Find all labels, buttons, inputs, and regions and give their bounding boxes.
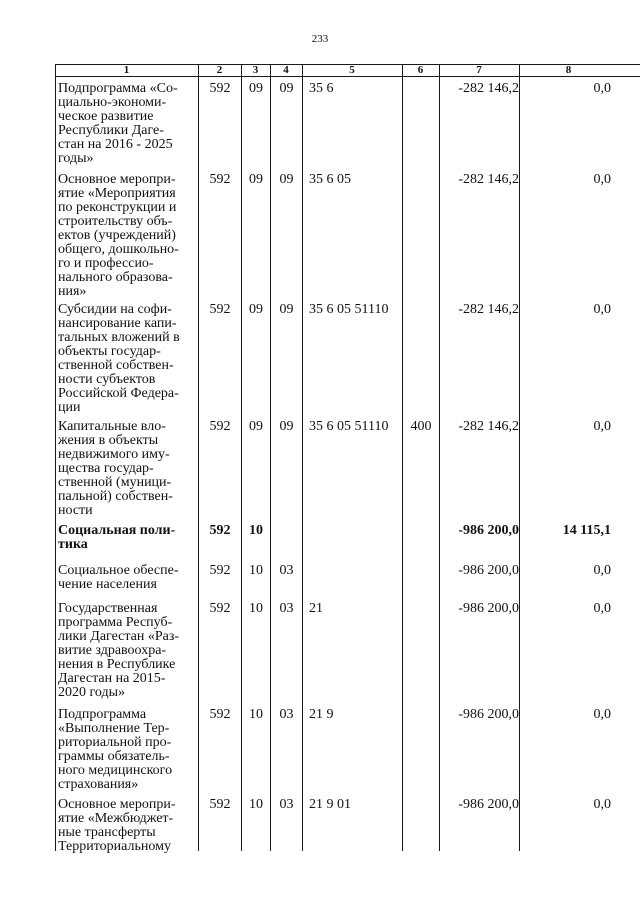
row-name-line: риториальной про- <box>58 735 172 750</box>
row-name-line: Социальная поли- <box>58 523 176 538</box>
row-name-line: циально-экономи- <box>58 95 167 110</box>
row-name-line: лики Дагестан «Раз- <box>58 629 180 644</box>
section-code: 09 <box>249 81 263 96</box>
target-article-code: 21 9 01 <box>309 797 351 812</box>
amount-col8: 0,0 <box>593 707 611 722</box>
column-header: 4 <box>283 64 289 76</box>
admin-code: 592 <box>209 797 231 812</box>
section-code: 10 <box>249 707 263 722</box>
subsection-code: 03 <box>279 563 294 578</box>
row-name-line: чение населения <box>58 577 157 592</box>
row-name-line: строительству объ- <box>58 214 173 229</box>
subsection-code: 03 <box>279 601 294 616</box>
row-name <box>58 303 204 415</box>
target-article-code: 35 6 05 51110 <box>309 302 389 317</box>
section-code: 10 <box>249 797 263 812</box>
row-name-line: щества государ- <box>58 461 154 476</box>
admin-code: 592 <box>209 563 231 578</box>
column-header: 6 <box>417 64 424 76</box>
row-name-line: ния» <box>58 284 87 299</box>
expense-type-code: 400 <box>410 419 432 434</box>
row-name-line: Социальное обеспе- <box>58 563 179 578</box>
row-name-line: Российской Федера- <box>58 386 179 401</box>
target-article-code: 35 6 <box>309 81 334 96</box>
row-name-line: недвижимого иму- <box>58 447 170 462</box>
amount-col8: 0,0 <box>593 563 611 578</box>
admin-code: 592 <box>209 707 231 722</box>
row-name-line: ственной собствен- <box>58 358 174 373</box>
admin-code: 592 <box>209 523 231 538</box>
subsection-code: 09 <box>279 172 294 187</box>
amount-col8: 0,0 <box>593 797 611 812</box>
amount-col8: 0,0 <box>593 302 611 317</box>
admin-code: 592 <box>209 302 231 317</box>
row-name-line: 2020 годы» <box>58 685 126 700</box>
amount-col8: 0,0 <box>593 172 611 187</box>
row-name-line: Подпрограмма «Со- <box>58 81 178 96</box>
row-name-line: пальной) собствен- <box>58 489 173 504</box>
row-name-line: страхования» <box>58 777 139 792</box>
subsection-code: 09 <box>279 81 294 96</box>
table-left-border <box>55 64 56 851</box>
row-name-line: объекты государ- <box>58 344 161 359</box>
row-name-line: общего, дошкольно- <box>58 242 179 257</box>
row-name-line: Республики Даге- <box>58 123 164 138</box>
column-header: 1 <box>123 64 130 76</box>
column-divider <box>302 64 303 851</box>
row-name-line: стан на 2016 - 2025 <box>58 137 173 152</box>
amount-col7: -282 146,2 <box>458 172 519 187</box>
amount-col7: -986 200,0 <box>458 601 519 616</box>
column-header: 3 <box>252 64 259 76</box>
target-article-code: 21 <box>309 601 323 616</box>
amount-col7: -282 146,2 <box>458 302 519 317</box>
row-name-line: тика <box>58 537 88 552</box>
row-name-line: Территориальному <box>58 839 171 854</box>
section-code: 10 <box>249 601 263 616</box>
row-name-line: ного медицинского <box>58 763 173 778</box>
row-name-line: ции <box>58 400 81 415</box>
row-name-line: программа Респуб- <box>58 615 173 630</box>
row-name-line: ектов (учреждений) <box>58 228 176 243</box>
row-name-line: Дагестан на 2015- <box>58 671 166 686</box>
row-name-line: ности субъектов <box>58 372 156 387</box>
row-name-line: «Выполнение Тер- <box>58 721 170 736</box>
row-name <box>58 564 204 592</box>
row-name-line: ности <box>58 503 93 518</box>
row-name <box>58 173 204 299</box>
row-name-line: витие здравоохра- <box>58 643 167 658</box>
row-name-line: годы» <box>58 151 94 166</box>
amount-col7: -282 146,2 <box>458 419 519 434</box>
row-name <box>58 602 204 700</box>
row-name-line: Основное меропри- <box>58 797 176 812</box>
row-name-line: ственной (муници- <box>58 475 172 490</box>
target-article-code: 35 6 05 51110 <box>309 419 389 434</box>
row-name <box>58 524 204 552</box>
section-code: 09 <box>249 419 263 434</box>
amount-col8: 0,0 <box>593 601 611 616</box>
row-name-line: Капитальные вло- <box>58 419 166 434</box>
row-name-line: нального образова- <box>58 270 173 285</box>
amount-col7: -986 200,0 <box>458 797 519 812</box>
admin-code: 592 <box>209 172 231 187</box>
amount-col8: 0,0 <box>593 419 611 434</box>
row-name-line: ятие «Мероприятия <box>58 186 176 201</box>
admin-code: 592 <box>209 419 231 434</box>
admin-code: 592 <box>209 601 231 616</box>
section-code: 10 <box>249 523 263 538</box>
subsection-code: 09 <box>279 419 294 434</box>
row-name-line: Подпрограмма <box>58 707 147 722</box>
row-name-line: тальных вложений в <box>58 330 180 345</box>
column-header: 5 <box>349 64 355 76</box>
row-name-line: нения в Республике <box>58 657 176 672</box>
target-article-code: 35 6 05 <box>309 172 351 187</box>
row-name <box>58 708 204 792</box>
column-header: 2 <box>216 64 223 76</box>
amount-col7: -986 200,0 <box>458 563 519 578</box>
row-name-line: ятие «Межбюджет- <box>58 811 174 826</box>
subsection-code: 09 <box>279 302 294 317</box>
row-name-line: го и профессио- <box>58 256 154 271</box>
row-name <box>58 82 204 166</box>
row-name-line: по реконструкции и <box>58 200 177 215</box>
amount-col8: 14 115,1 <box>562 523 611 538</box>
subsection-code: 03 <box>279 707 294 722</box>
section-code: 10 <box>249 563 263 578</box>
amount-col8: 0,0 <box>593 81 611 96</box>
amount-col7: -986 200,0 <box>458 523 519 538</box>
target-article-code: 21 9 <box>309 707 334 722</box>
row-name-line: ческое развитие <box>58 109 154 124</box>
row-name-line: ные трансферты <box>58 825 156 840</box>
column-header: 7 <box>476 64 482 76</box>
row-name-line: граммы обязатель- <box>58 749 170 764</box>
amount-col7: -986 200,0 <box>458 707 519 722</box>
row-name <box>58 420 204 518</box>
row-name <box>58 798 204 854</box>
row-name-line: Субсидии на софи- <box>58 302 172 317</box>
row-name-line: Основное меропри- <box>58 172 176 187</box>
section-code: 09 <box>249 172 263 187</box>
subsection-code: 03 <box>279 797 294 812</box>
section-code: 09 <box>249 302 263 317</box>
row-name-line: жения в объекты <box>58 433 159 448</box>
admin-code: 592 <box>209 81 231 96</box>
row-name-line: Государственная <box>58 601 158 616</box>
row-name-line: нансирование капи- <box>58 316 177 331</box>
page-number: 233 <box>311 33 329 45</box>
column-header: 8 <box>565 64 572 76</box>
amount-col7: -282 146,2 <box>458 81 519 96</box>
table-header-border <box>55 76 640 77</box>
